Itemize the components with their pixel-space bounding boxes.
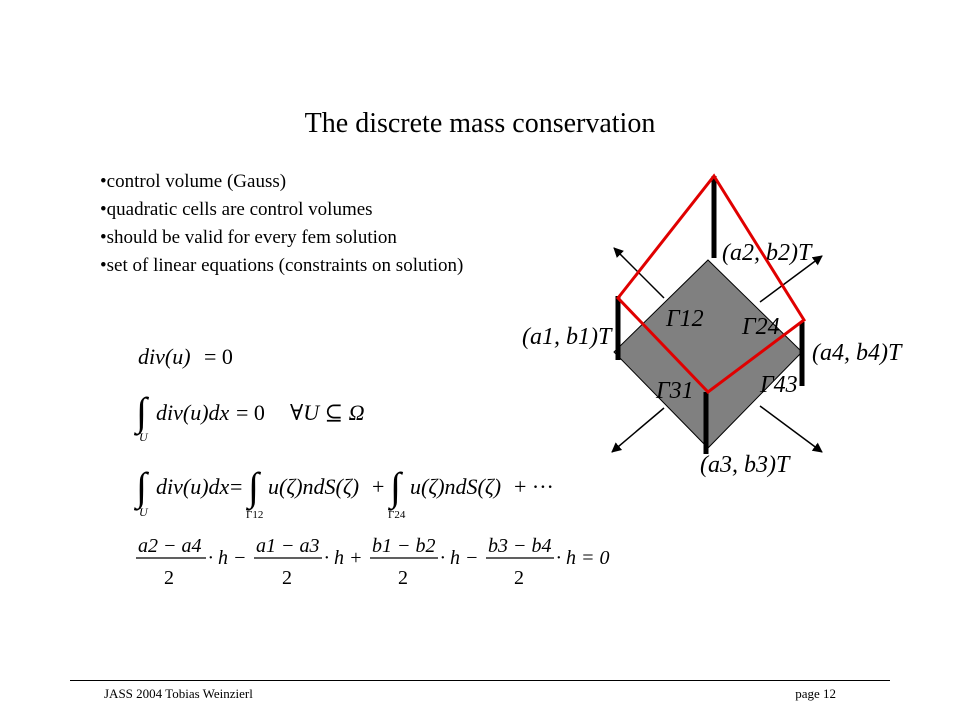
equation-discrete [136,535,610,589]
frac3-denominator: 2 [398,567,408,589]
eq3-plus: + [372,474,385,499]
integral-sign-icon: ∫ [136,464,147,509]
cell-diagram [522,176,903,478]
op4: · h = 0 [556,547,610,569]
equation-integral [133,389,365,444]
eq2-quantifier: ∀U ⊆ Ω [290,400,365,425]
eq3-term2: u(ζ)ndS(ζ) [410,474,502,499]
integral-sign-icon: ∫ [136,389,147,434]
vertex-4-label: (a4, b4)T [812,340,902,366]
bullet-item: • should be valid for every fem solution [100,224,500,252]
eq3-equals: = [230,474,243,499]
frac1-denominator: 2 [164,567,174,589]
integral-sign-icon: ∫ [390,464,401,509]
eq3-domain: U [139,505,148,519]
slide-title: The discrete mass conservation [304,108,656,139]
frac2-numerator: a1 − a3 [256,535,320,557]
normal-arrow-icon [612,408,664,452]
gamma-31-label: Γ31 [656,378,694,404]
eq3-lhs: div(u)dx [156,474,230,499]
eq2-rhs: = 0 [236,400,265,425]
eq3-term1: u(ζ)ndS(ζ) [268,474,360,499]
frac2-denominator: 2 [282,567,292,589]
eq2-lhs: div(u)dx [156,400,230,425]
equation-gauss [133,464,554,521]
op2: · h + [324,547,363,569]
eq2-domain: U [139,430,148,444]
gamma-43-label: Γ43 [760,372,798,398]
eq1-lhs: div(u) [138,344,191,369]
page-number: page 12 [795,686,836,701]
normal-arrow-icon [760,406,822,452]
footer-divider [70,680,890,681]
equation-divergence [138,344,233,369]
frac4-numerator: b3 − b4 [488,535,552,557]
gamma-24-label: Γ24 [742,314,780,340]
bullet-item: • quadratic cells are control volumes [100,196,500,224]
op3: · h − [440,547,479,569]
footer-author: JASS 2004 Tobias Weinzierl [104,686,253,701]
eq1-rhs: = 0 [204,344,233,369]
eq3-sub2: Γ24 [388,509,406,521]
frac1-numerator: a2 − a4 [138,535,202,557]
frac3-numerator: b1 − b2 [372,535,436,557]
integral-sign-icon: ∫ [248,464,259,509]
eq3-dots: + ··· [514,474,554,499]
vertex-2-label: (a2, b2)T [722,240,812,266]
eq3-sub1: Γ12 [246,509,264,521]
bullet-item: • set of linear equations (constraints on solution) [100,252,500,280]
vertex-3-label: (a3, b3)T [700,452,790,478]
frac4-denominator: 2 [514,567,524,589]
op1: · h − [208,547,247,569]
bullet-item: • control volume (Gauss) [100,168,500,196]
vertex-1-label: (a1, b1)T [522,324,612,350]
gamma-12-label: Γ12 [666,306,704,332]
